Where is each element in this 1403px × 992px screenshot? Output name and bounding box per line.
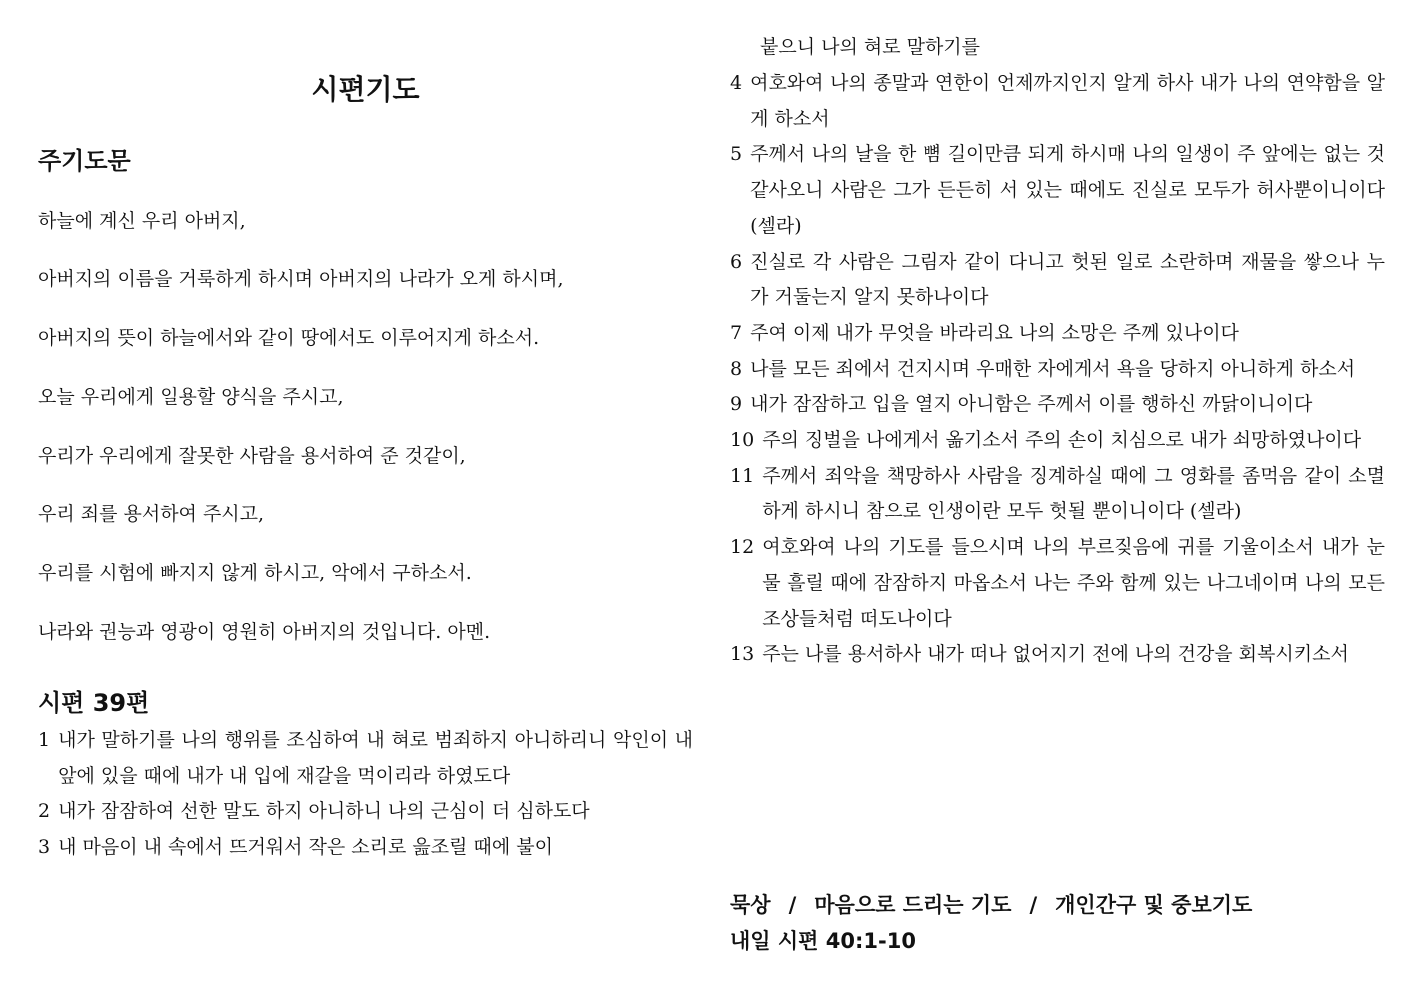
prayer-line: 나라와 권능과 영광이 영원히 아버지의 것입니다. 아멘. <box>38 621 491 643</box>
verse-text: 여호와여 나의 종말과 연한이 언제까지인지 알게 하사 내가 나의 연약함을 알게 하소서 <box>750 72 1385 130</box>
verse-text: 주의 징벌을 나에게서 옮기소서 주의 손이 치심으로 내가 쇠망하였나이다 <box>762 429 1362 452</box>
verse-text: 내가 잠잠하고 입을 열지 아니함은 주께서 이를 행하신 까닭이니이다 <box>750 393 1313 416</box>
verse <box>730 637 1385 673</box>
verse-continuation: 붙으니 나의 혀로 말하기를 <box>760 36 981 58</box>
verse-number: 13 <box>730 643 755 666</box>
verse <box>38 830 693 866</box>
verse-number: 11 <box>730 464 755 487</box>
verse-number: 10 <box>730 429 755 452</box>
verse-number: 8 <box>730 357 743 380</box>
verse-text: 나를 모든 죄에서 건지시며 우매한 자에게서 욕을 당하지 아니하게 하소서 <box>750 357 1356 380</box>
psalm-verses-left <box>38 723 693 866</box>
psalm-verses-right <box>730 66 1385 673</box>
verse-number: 2 <box>38 800 51 823</box>
separator: / <box>788 893 797 917</box>
psalm-heading: 시편 39편 <box>38 689 150 717</box>
verse <box>730 459 1385 530</box>
verse-number: 1 <box>38 729 51 751</box>
intercession-label: 개인간구 및 중보기도 <box>1055 893 1253 917</box>
verse-text: 주께서 죄악을 책망하사 사람을 징계하실 때에 그 영화를 좀먹음 같이 소멸하게 하시니 참으로 인생이란 모두 헛될 뿐이니이다 (셀라) <box>762 464 1385 523</box>
verse <box>38 794 693 830</box>
verse <box>38 723 693 794</box>
verse-number: 7 <box>730 321 743 344</box>
verse-number: 12 <box>730 536 755 559</box>
verse-number: 4 <box>730 72 743 94</box>
verse-number: 9 <box>730 393 743 416</box>
verse-text: 주여 이제 내가 무엇을 바라리요 나의 소망은 주께 있나이다 <box>750 321 1239 344</box>
meditation-label: 묵상 <box>730 893 771 917</box>
prayer-line: 우리 죄를 용서하여 주시고, <box>38 503 265 525</box>
verse-text: 여호와여 나의 기도를 들으시며 나의 부르짖음에 귀를 기울이소서 내가 눈물 흘릴 때에 잠잠하지 마옵소서 나는 주와 함께 있는 나그네이며 나의 모든 조상들처럼 떠도나이다 <box>762 536 1385 630</box>
verse <box>730 423 1385 459</box>
prayer-line: 우리가 우리에게 잘못한 사람을 용서하여 준 것같이, <box>38 445 466 467</box>
verse <box>730 137 1385 244</box>
next-reading: 내일 시편 40:1-10 <box>730 929 916 953</box>
verse-number: 6 <box>730 250 743 273</box>
verse-text: 진실로 각 사람은 그림자 같이 다니고 헛된 일로 소란하며 재물을 쌓으나 누가 거둘는지 알지 못하나이다 <box>750 250 1385 309</box>
verse-text: 내가 말하기를 나의 행위를 조심하여 내 혀로 범죄하지 아니하리니 악인이 내 앞에 있을 때에 내가 내 입에 재갈을 먹이리라 하였도다 <box>58 729 693 787</box>
separator: / <box>1029 893 1038 917</box>
verse <box>730 530 1385 637</box>
verse <box>730 245 1385 316</box>
prayer-line: 아버지의 이름을 거룩하게 하시며 아버지의 나라가 오게 하시며, <box>38 268 564 290</box>
verse <box>730 387 1385 423</box>
verse-number: 3 <box>38 836 51 859</box>
heart-prayer-label: 마음으로 드리는 기도 <box>814 893 1012 917</box>
prayer-line: 하늘에 계신 우리 아버지, <box>38 210 246 232</box>
verse-text: 주께서 나의 날을 한 뼘 길이만큼 되게 하시매 나의 일생이 주 앞에는 없는 것 같사오니 사람은 그가 든든히 서 있는 때에도 진실로 모두가 허사뿐이니이다 (셀라) <box>750 143 1385 237</box>
verse <box>730 66 1385 137</box>
verse <box>730 316 1385 352</box>
verse <box>730 352 1385 388</box>
prayer-line: 아버지의 뜻이 하늘에서와 같이 땅에서도 이루어지게 하소서. <box>38 327 540 349</box>
page-title: 시편기도 <box>311 73 420 106</box>
verse-text: 내가 잠잠하여 선한 말도 하지 아니하니 나의 근심이 더 심하도다 <box>58 800 590 823</box>
verse-text: 주는 나를 용서하사 내가 떠나 없어지기 전에 나의 건강을 회복시키소서 <box>762 643 1349 666</box>
lords-prayer-heading: 주기도문 <box>38 147 131 175</box>
prayer-line: 오늘 우리에게 일용할 양식을 주시고, <box>38 386 344 408</box>
verse-number: 5 <box>730 143 743 166</box>
verse-text: 내 마음이 내 속에서 뜨거워서 작은 소리로 읊조릴 때에 불이 <box>58 836 553 859</box>
prayer-line: 우리를 시험에 빠지지 않게 하시고, 악에서 구하소서. <box>38 562 472 584</box>
devotion-steps <box>730 890 1252 920</box>
